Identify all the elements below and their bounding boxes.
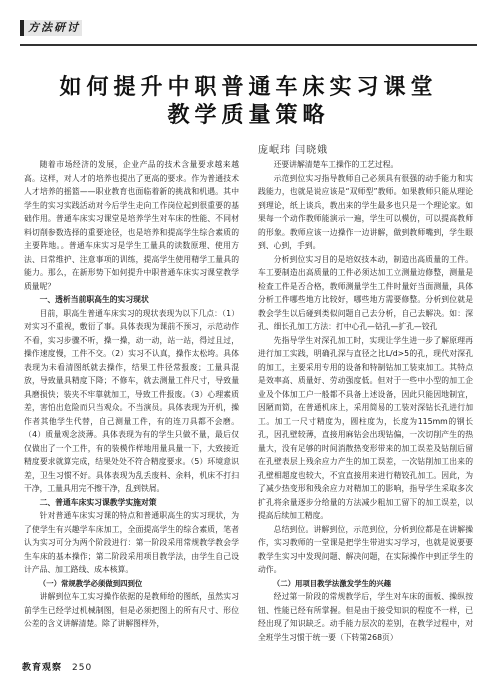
paragraph: 总结到位。讲解到位，示范到位，分析到位都是在讲解操作，实习教师的一堂课是把学生带进实习学习，也就是说要要教学生实习中发现问题、解决问题，在实际操作中到正学生的动作。 <box>258 524 473 574</box>
paragraph: 经过第一阶段的常规教学后，学生对车床的面板、操纵按钮、性能已经有所掌握。但是由于接受知识的程度不一样，已经出现了知识缺乏。动手能力层次的差别，在教学过程中，对全班学生习惯于统一要（下转第268页） <box>258 592 473 642</box>
page-number: 250 <box>72 663 93 673</box>
paragraph: 讲解到位车工实习操作依据的是教师给的图纸，虽然实习前学生已经学过机械制图，但是必须把图上的所有尺寸、形位公差的含义讲解清楚。除了讲解图样外， <box>24 592 239 628</box>
page-footer <box>22 660 92 673</box>
left-column <box>24 158 239 631</box>
paragraph: 随着市场经济的发展，企业产品的技术含量要求越来越高。这样，对人才的培养也提出了更高的要求。作为普通技术人才培养的摇篮——职业教育也面临着新的挑战和机遇。其中学生的实习实践活动对今后学生走向工作岗位起到很重要的基础作用。普通车床实习课堂是培养学生对车床的性能、不同材料切削参数选择的重要途径，也是培养和提高学生综合素质的主要阵地。。普通车床实习是学生工量具的读数原理、使用方法、日常维护、注意事项的训练，提高学生使用精学工量具的能力。那么，在新形势下如何提升中职普通车床实习课堂教学质量呢？ <box>24 160 239 291</box>
section-heading: （二）用项目教学法激发学生的兴趣 <box>272 578 392 588</box>
article-authors: 庞岷玮 闫晓娥 <box>258 145 329 156</box>
section-tag-label: 方法研讨 <box>28 21 80 34</box>
section-heading: （一）常规教学必须做到四到位 <box>38 578 143 588</box>
paragraph: 分析到位实习目的是培奴技本动，制造出高质量的工件。车工要制造出高质量的工件必须达加工立测量边修整，测量是检查工件是否合格，教师测量学生工件时量好当面测量，具体分析工件哪些地方比较好，哪些地方需要修整。分析到位就是教会学生以后碰到类似问题自己去分析，自己去解决。如：深孔、细长孔加工方法：打中心孔—钻孔—扩孔—铰孔 <box>258 254 473 331</box>
article-title-line-2: 教学质量策略 <box>167 103 330 128</box>
header-rule <box>20 44 477 46</box>
article-title-line-1: 如何提升中职普通车床实习课堂 <box>59 75 438 100</box>
journal-name: 教育观察 <box>22 663 63 673</box>
paragraph: 针对普通车床实习课的特点和普通职高生的实习现状，为了使学生有兴趣学车床加工，全面提高学生的综合素质，笔者认为实习可分为两个阶段进行：第一阶段采用常规教学教会学生车床的基本操作；第二阶段采用项目教学法，由学生自己设计产品、加工路线、成本核算。 <box>24 511 239 574</box>
paragraph: 示范到位实习指导教师自己必须具有很强的动手能力和实践能力，也就是说应该是“双师型”教师。如果教师只能从理论到理论，纸上谈兵，教出来的学生最多也只是一个理论家。如果每一个动作教师能演示一遍，学生可以模仿，可以提高教师的形象。教师应该一边操作一边讲解，做到教师嘴到，学生眼到、心到，手到。 <box>258 173 473 250</box>
paragraph: 先指导学生对深孔加工时，实现让学生进一步了解原理再进行加工实践，明确孔深与直径之比L/d>5的孔，现代对深孔的加工，主要采用专用的设备和特制钻加工装束加工。其特点是效率高、质量好、劳动强度低。但对于一些中小型的加工企业及个体加工户一般都不具备上述设备，因此只能因地制宜，因陋而简，在普通机床上，采用简易的工装对深钻长孔进行加工。加工一尺寸精度为，圆柱度为，长度为115mm的钢长孔，因孔壁较薄，直接用麻钻会出现钻偏，一次切削产生的热量大，没有足够的时间消散热变形带来的加工误差及钻削后留在孔壁表层上残余应力产生的加工误差，一次钻削加工出来的孔壁相超度也较大，不宜直接用来进行精铰孔加工。因此，为了减少热变形和残余应力对精加工的影响，指导学生采取多次扩孔将余量逐步分给量的方法减少粗加工留下的加工误差，以提高后续加工精度。 <box>258 335 473 520</box>
right-column <box>258 158 473 644</box>
paragraph: 目前，职高生普通车床实习的现状表现为以下几点：（1）对实习不重视，敷衍了事。具体表现为课前不预习，示范动作不看，实习步骤不听，操一操，动一动，站一站，得过且过，操作速度慢，工件不交。（2）实习不认真，操作太松垮。具体表现为未看清图纸就去操作，结果工件径常报废；工量具混放，导致量具精度下降；不修车，就去测量工件尺寸，导致量具磨损快；装夹不牢靠就加工，导致工件报废。（3）心理素质差，害怕出危险而只当观众。不当演员。具体表现为开机，操作者其他学生代替，自己测量工件，有的连刀具都不会磨。（4）质量观念淡薄。具体表现为有的学生只做不量，最后仅仅做出了一个工件，有的装模作样地用量具量一下，大致接近精度要求就算完成，结果处处不符合精度要求。（5）环境意识差，卫生习惯不好。具体表现为乱丢废料、余料，机床不打扫干净，工量具用完不擦干净，乱到铁屑。 <box>24 308 239 493</box>
section-heading: 一、透析当前职高生的实习现状 <box>39 295 149 304</box>
section-tag <box>20 20 82 36</box>
paragraph: 还要讲解清楚车工操作的工艺过程。 <box>273 160 399 169</box>
section-heading: 二、普通车床实习课教学实施对策 <box>39 497 157 507</box>
